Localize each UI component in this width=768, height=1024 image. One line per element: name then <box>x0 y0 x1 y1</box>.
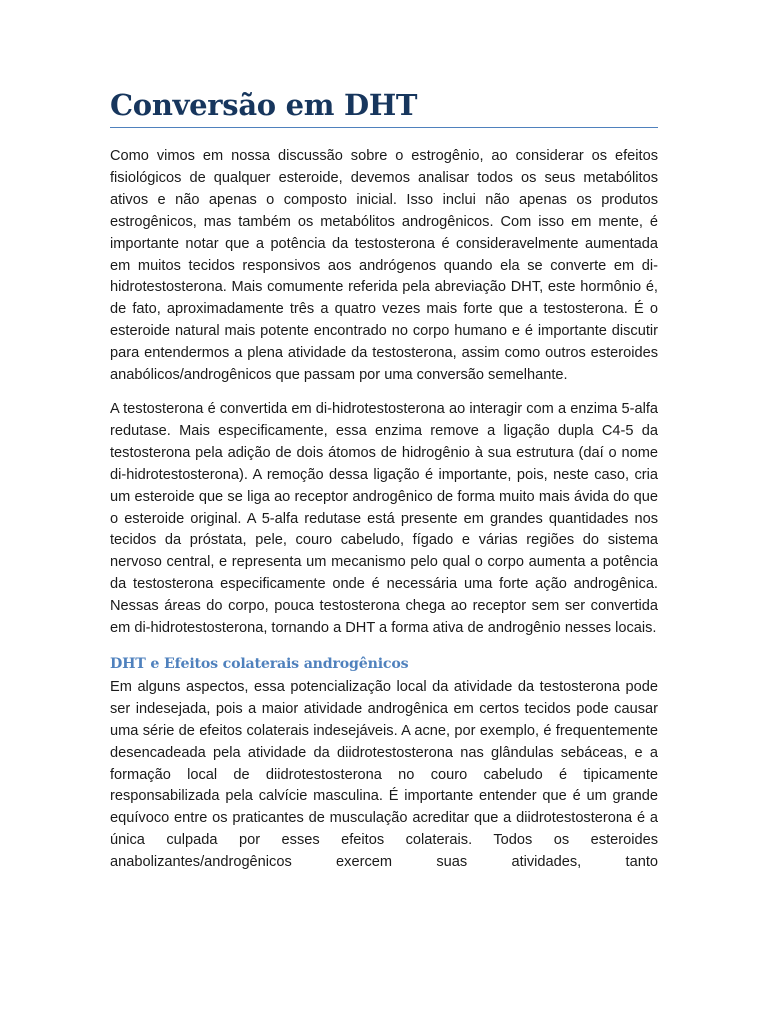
document-page <box>110 86 658 886</box>
body-paragraph: Como vimos em nossa discussão sobre o estrogênio, ao considerar os efeitos fisiológicos de qualquer esteroide, devemos analisar todos os seus metabólitos ativos e não apenas o composto inicial. Isso inclui não apenas os produtos estrogênicos, mas também os metabólitos androgênicos. Com isso em mente, é importante notar que a potência da testosterona é consideravelmente aumentada em muitos tecidos responsivos aos andrógenos quando ela se converte em di-hidrotestosterona. Mais comumente referida pela abreviação DHT, este hormônio é, de fato, aproximadamente três a quatro vezes mais forte que a testosterona. É o esteroide natural mais potente encontrado no corpo humano e é importante discutir para entendermos a plena atividade da testosterona, assim como outros esteroides anabólicos/androgênicos que passam por uma conversão semelhante. <box>110 148 658 384</box>
title-divider <box>110 127 658 128</box>
body-paragraph: A testosterona é convertida em di-hidrotestosterona ao interagir com a enzima 5-alfa redutase. Mais especificamente, essa enzima remove a ligação dupla C4-5 da testosterona pela adição de dois átomos de hidrogênio à sua estrutura (daí o nome di-hidrotestosterona). A remoção dessa ligação é importante, pois, neste caso, cria um esteroide que se liga ao receptor androgênico de forma muito mais ávida do que o esteroide original. A 5-alfa redutase está presente em grandes quantidades nos tecidos da próstata, pele, couro cabeludo, fígado e várias regiões do sistema nervoso central, e representa um mecanismo pelo qual o corpo aumenta a potência da testosterona especificamente onde é necessária uma forte ação androgênica. Nessas áreas do corpo, pouca testosterona chega ao receptor sem ser convertida em di-hidrotestosterona, tornando a DHT a forma ativa de androgênio nesses locais. <box>110 400 658 637</box>
section-heading: DHT e Efeitos colaterais androgênicos <box>110 655 409 672</box>
section-paragraph: Em alguns aspectos, essa potencialização local da atividade da testosterona pode ser indesejada, pois a maior atividade androgênica em certos tecidos pode causar uma série de efeitos colaterais indesejáveis. A acne, por exemplo, é frequentemente desencadeada pela atividade da diidrotestosterona nas glândulas sebáceas, e a formação local de diidrotestosterona no couro cabeludo é tipicamente responsabilizada pela calvície masculina. É importante entender que é um grande equívoco entre os praticantes de musculação acreditar que a diidrotestosterona é a única culpada por esses efeitos colaterais. Todos os esteroides anabolizantes/androgênicos exercem suas atividades, tanto <box>110 678 658 871</box>
page-title: Conversão em DHT <box>110 88 418 122</box>
